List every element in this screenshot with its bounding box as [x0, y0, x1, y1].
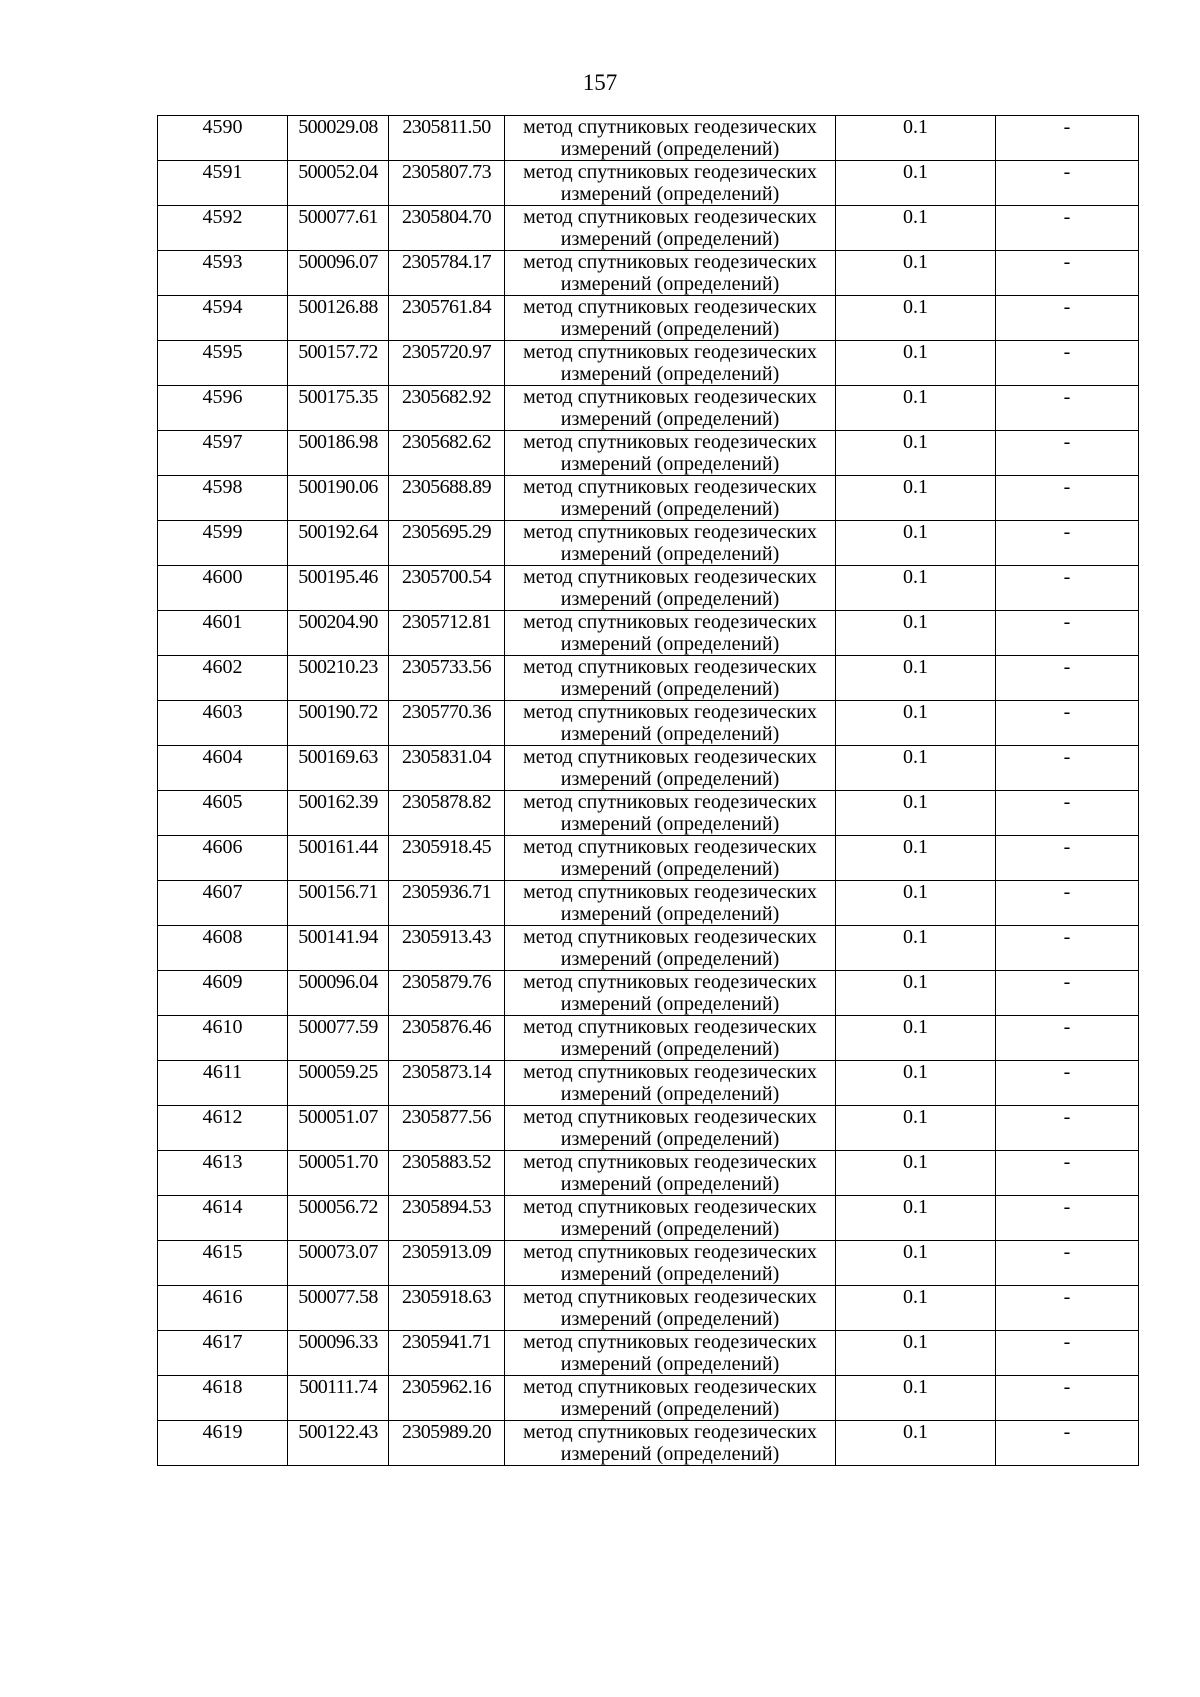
y-coordinate-cell: 2305761.84	[389, 296, 505, 341]
method-cell: метод спутниковых геодезических измерений (определений)	[505, 701, 836, 746]
point-number-cell: 4591	[158, 161, 288, 206]
x-coordinate-cell: 500161.44	[288, 836, 389, 881]
accuracy-cell: 0.1	[836, 746, 996, 791]
x-coordinate-cell: 500029.08	[288, 116, 389, 161]
table-row	[158, 791, 1139, 836]
note-cell: -	[996, 881, 1139, 926]
x-coordinate-cell: 500195.46	[288, 566, 389, 611]
accuracy-cell: 0.1	[836, 386, 996, 431]
point-number-cell: 4614	[158, 1196, 288, 1241]
point-number-cell: 4616	[158, 1286, 288, 1331]
method-cell: метод спутниковых геодезических измерений (определений)	[505, 971, 836, 1016]
x-coordinate-cell: 500096.33	[288, 1331, 389, 1376]
x-coordinate-cell: 500122.43	[288, 1421, 389, 1466]
accuracy-cell: 0.1	[836, 1016, 996, 1061]
table-row	[158, 296, 1139, 341]
y-coordinate-cell: 2305913.09	[389, 1241, 505, 1286]
method-cell: метод спутниковых геодезических измерений (определений)	[505, 206, 836, 251]
x-coordinate-cell: 500190.06	[288, 476, 389, 521]
note-cell: -	[996, 566, 1139, 611]
y-coordinate-cell: 2305918.45	[389, 836, 505, 881]
note-cell: -	[996, 746, 1139, 791]
table-row	[158, 611, 1139, 656]
method-cell: метод спутниковых геодезических измерений (определений)	[505, 836, 836, 881]
point-number-cell: 4619	[158, 1421, 288, 1466]
x-coordinate-cell: 500156.71	[288, 881, 389, 926]
y-coordinate-cell: 2305733.56	[389, 656, 505, 701]
note-cell: -	[996, 386, 1139, 431]
point-number-cell: 4617	[158, 1331, 288, 1376]
y-coordinate-cell: 2305682.92	[389, 386, 505, 431]
point-number-cell: 4590	[158, 116, 288, 161]
table-row	[158, 386, 1139, 431]
note-cell: -	[996, 1061, 1139, 1106]
method-cell: метод спутниковых геодезических измерений (определений)	[505, 611, 836, 656]
accuracy-cell: 0.1	[836, 836, 996, 881]
method-cell: метод спутниковых геодезических измерений (определений)	[505, 926, 836, 971]
note-cell: -	[996, 1331, 1139, 1376]
y-coordinate-cell: 2305883.52	[389, 1151, 505, 1196]
x-coordinate-cell: 500111.74	[288, 1376, 389, 1421]
y-coordinate-cell: 2305913.43	[389, 926, 505, 971]
point-number-cell: 4611	[158, 1061, 288, 1106]
point-number-cell: 4600	[158, 566, 288, 611]
note-cell: -	[996, 1376, 1139, 1421]
x-coordinate-cell: 500056.72	[288, 1196, 389, 1241]
point-number-cell: 4612	[158, 1106, 288, 1151]
method-cell: метод спутниковых геодезических измерений (определений)	[505, 386, 836, 431]
point-number-cell: 4608	[158, 926, 288, 971]
point-number-cell: 4602	[158, 656, 288, 701]
note-cell: -	[996, 701, 1139, 746]
note-cell: -	[996, 656, 1139, 701]
y-coordinate-cell: 2305831.04	[389, 746, 505, 791]
table-row	[158, 1151, 1139, 1196]
method-cell: метод спутниковых геодезических измерений (определений)	[505, 1421, 836, 1466]
note-cell: -	[996, 116, 1139, 161]
y-coordinate-cell: 2305918.63	[389, 1286, 505, 1331]
table-row	[158, 1016, 1139, 1061]
accuracy-cell: 0.1	[836, 566, 996, 611]
y-coordinate-cell: 2305770.36	[389, 701, 505, 746]
x-coordinate-cell: 500096.07	[288, 251, 389, 296]
method-cell: метод спутниковых геодезических измерений (определений)	[505, 656, 836, 701]
accuracy-cell: 0.1	[836, 791, 996, 836]
accuracy-cell: 0.1	[836, 341, 996, 386]
note-cell: -	[996, 521, 1139, 566]
table-row	[158, 251, 1139, 296]
accuracy-cell: 0.1	[836, 1151, 996, 1196]
note-cell: -	[996, 341, 1139, 386]
method-cell: метод спутниковых геодезических измерений (определений)	[505, 476, 836, 521]
table-row	[158, 1196, 1139, 1241]
note-cell: -	[996, 206, 1139, 251]
method-cell: метод спутниковых геодезических измерений (определений)	[505, 521, 836, 566]
note-cell: -	[996, 161, 1139, 206]
point-number-cell: 4607	[158, 881, 288, 926]
point-number-cell: 4592	[158, 206, 288, 251]
y-coordinate-cell: 2305989.20	[389, 1421, 505, 1466]
x-coordinate-cell: 500175.35	[288, 386, 389, 431]
accuracy-cell: 0.1	[836, 656, 996, 701]
method-cell: метод спутниковых геодезических измерений (определений)	[505, 116, 836, 161]
table-row	[158, 431, 1139, 476]
accuracy-cell: 0.1	[836, 1376, 996, 1421]
method-cell: метод спутниковых геодезических измерений (определений)	[505, 1016, 836, 1061]
table-row	[158, 161, 1139, 206]
note-cell: -	[996, 791, 1139, 836]
point-number-cell: 4609	[158, 971, 288, 1016]
note-cell: -	[996, 1196, 1139, 1241]
x-coordinate-cell: 500186.98	[288, 431, 389, 476]
note-cell: -	[996, 1286, 1139, 1331]
point-number-cell: 4603	[158, 701, 288, 746]
table-row	[158, 476, 1139, 521]
x-coordinate-cell: 500126.88	[288, 296, 389, 341]
x-coordinate-cell: 500162.39	[288, 791, 389, 836]
y-coordinate-cell: 2305873.14	[389, 1061, 505, 1106]
table-row	[158, 206, 1139, 251]
note-cell: -	[996, 1016, 1139, 1061]
note-cell: -	[996, 476, 1139, 521]
accuracy-cell: 0.1	[836, 701, 996, 746]
note-cell: -	[996, 1421, 1139, 1466]
accuracy-cell: 0.1	[836, 1061, 996, 1106]
point-number-cell: 4595	[158, 341, 288, 386]
table-row	[158, 1106, 1139, 1151]
accuracy-cell: 0.1	[836, 431, 996, 476]
table-row	[158, 926, 1139, 971]
note-cell: -	[996, 926, 1139, 971]
note-cell: -	[996, 1241, 1139, 1286]
x-coordinate-cell: 500190.72	[288, 701, 389, 746]
note-cell: -	[996, 251, 1139, 296]
accuracy-cell: 0.1	[836, 296, 996, 341]
point-number-cell: 4594	[158, 296, 288, 341]
y-coordinate-cell: 2305720.97	[389, 341, 505, 386]
y-coordinate-cell: 2305700.54	[389, 566, 505, 611]
method-cell: метод спутниковых геодезических измерений (определений)	[505, 1331, 836, 1376]
x-coordinate-cell: 500077.59	[288, 1016, 389, 1061]
method-cell: метод спутниковых геодезических измерений (определений)	[505, 431, 836, 476]
y-coordinate-cell: 2305811.50	[389, 116, 505, 161]
point-number-cell: 4604	[158, 746, 288, 791]
table-row	[158, 656, 1139, 701]
accuracy-cell: 0.1	[836, 161, 996, 206]
note-cell: -	[996, 431, 1139, 476]
point-number-cell: 4596	[158, 386, 288, 431]
method-cell: метод спутниковых геодезических измерений (определений)	[505, 1241, 836, 1286]
accuracy-cell: 0.1	[836, 1106, 996, 1151]
method-cell: метод спутниковых геодезических измерений (определений)	[505, 341, 836, 386]
point-number-cell: 4597	[158, 431, 288, 476]
table-row	[158, 341, 1139, 386]
y-coordinate-cell: 2305879.76	[389, 971, 505, 1016]
y-coordinate-cell: 2305784.17	[389, 251, 505, 296]
coordinates-table	[157, 115, 1139, 1466]
point-number-cell: 4606	[158, 836, 288, 881]
x-coordinate-cell: 500052.04	[288, 161, 389, 206]
table-row	[158, 881, 1139, 926]
point-number-cell: 4615	[158, 1241, 288, 1286]
point-number-cell: 4599	[158, 521, 288, 566]
y-coordinate-cell: 2305936.71	[389, 881, 505, 926]
note-cell: -	[996, 836, 1139, 881]
y-coordinate-cell: 2305878.82	[389, 791, 505, 836]
table-row	[158, 1331, 1139, 1376]
y-coordinate-cell: 2305695.29	[389, 521, 505, 566]
method-cell: метод спутниковых геодезических измерений (определений)	[505, 1061, 836, 1106]
table-row	[158, 1061, 1139, 1106]
y-coordinate-cell: 2305682.62	[389, 431, 505, 476]
x-coordinate-cell: 500051.70	[288, 1151, 389, 1196]
x-coordinate-cell: 500192.64	[288, 521, 389, 566]
table-row	[158, 116, 1139, 161]
table-row	[158, 836, 1139, 881]
point-number-cell: 4613	[158, 1151, 288, 1196]
note-cell: -	[996, 1151, 1139, 1196]
accuracy-cell: 0.1	[836, 476, 996, 521]
table-row	[158, 701, 1139, 746]
table-row	[158, 1421, 1139, 1466]
x-coordinate-cell: 500210.23	[288, 656, 389, 701]
note-cell: -	[996, 971, 1139, 1016]
method-cell: метод спутниковых геодезических измерений (определений)	[505, 296, 836, 341]
accuracy-cell: 0.1	[836, 251, 996, 296]
table-row	[158, 746, 1139, 791]
x-coordinate-cell: 500141.94	[288, 926, 389, 971]
accuracy-cell: 0.1	[836, 116, 996, 161]
accuracy-cell: 0.1	[836, 1286, 996, 1331]
method-cell: метод спутниковых геодезических измерений (определений)	[505, 1286, 836, 1331]
x-coordinate-cell: 500073.07	[288, 1241, 389, 1286]
accuracy-cell: 0.1	[836, 1421, 996, 1466]
y-coordinate-cell: 2305807.73	[389, 161, 505, 206]
table-row	[158, 971, 1139, 1016]
point-number-cell: 4598	[158, 476, 288, 521]
accuracy-cell: 0.1	[836, 1241, 996, 1286]
accuracy-cell: 0.1	[836, 1331, 996, 1376]
accuracy-cell: 0.1	[836, 521, 996, 566]
x-coordinate-cell: 500077.58	[288, 1286, 389, 1331]
method-cell: метод спутниковых геодезических измерений (определений)	[505, 746, 836, 791]
point-number-cell: 4618	[158, 1376, 288, 1421]
point-number-cell: 4605	[158, 791, 288, 836]
method-cell: метод спутниковых геодезических измерений (определений)	[505, 1151, 836, 1196]
point-number-cell: 4610	[158, 1016, 288, 1061]
method-cell: метод спутниковых геодезических измерений (определений)	[505, 1376, 836, 1421]
y-coordinate-cell: 2305804.70	[389, 206, 505, 251]
method-cell: метод спутниковых геодезических измерений (определений)	[505, 791, 836, 836]
x-coordinate-cell: 500077.61	[288, 206, 389, 251]
method-cell: метод спутниковых геодезических измерений (определений)	[505, 251, 836, 296]
table-row	[158, 566, 1139, 611]
method-cell: метод спутниковых геодезических измерений (определений)	[505, 161, 836, 206]
x-coordinate-cell: 500051.07	[288, 1106, 389, 1151]
note-cell: -	[996, 1106, 1139, 1151]
page-number: 157	[582, 70, 618, 95]
table-row	[158, 521, 1139, 566]
x-coordinate-cell: 500169.63	[288, 746, 389, 791]
x-coordinate-cell: 500204.90	[288, 611, 389, 656]
accuracy-cell: 0.1	[836, 971, 996, 1016]
accuracy-cell: 0.1	[836, 206, 996, 251]
method-cell: метод спутниковых геодезических измерений (определений)	[505, 566, 836, 611]
y-coordinate-cell: 2305712.81	[389, 611, 505, 656]
y-coordinate-cell: 2305941.71	[389, 1331, 505, 1376]
table-row	[158, 1286, 1139, 1331]
x-coordinate-cell: 500096.04	[288, 971, 389, 1016]
y-coordinate-cell: 2305894.53	[389, 1196, 505, 1241]
point-number-cell: 4601	[158, 611, 288, 656]
accuracy-cell: 0.1	[836, 926, 996, 971]
x-coordinate-cell: 500059.25	[288, 1061, 389, 1106]
y-coordinate-cell: 2305876.46	[389, 1016, 505, 1061]
method-cell: метод спутниковых геодезических измерений (определений)	[505, 1106, 836, 1151]
accuracy-cell: 0.1	[836, 1196, 996, 1241]
y-coordinate-cell: 2305962.16	[389, 1376, 505, 1421]
point-number-cell: 4593	[158, 251, 288, 296]
note-cell: -	[996, 611, 1139, 656]
table-body	[158, 116, 1139, 1466]
x-coordinate-cell: 500157.72	[288, 341, 389, 386]
table-row	[158, 1241, 1139, 1286]
accuracy-cell: 0.1	[836, 611, 996, 656]
note-cell: -	[996, 296, 1139, 341]
method-cell: метод спутниковых геодезических измерений (определений)	[505, 881, 836, 926]
accuracy-cell: 0.1	[836, 881, 996, 926]
y-coordinate-cell: 2305688.89	[389, 476, 505, 521]
table-row	[158, 1376, 1139, 1421]
y-coordinate-cell: 2305877.56	[389, 1106, 505, 1151]
method-cell: метод спутниковых геодезических измерений (определений)	[505, 1196, 836, 1241]
